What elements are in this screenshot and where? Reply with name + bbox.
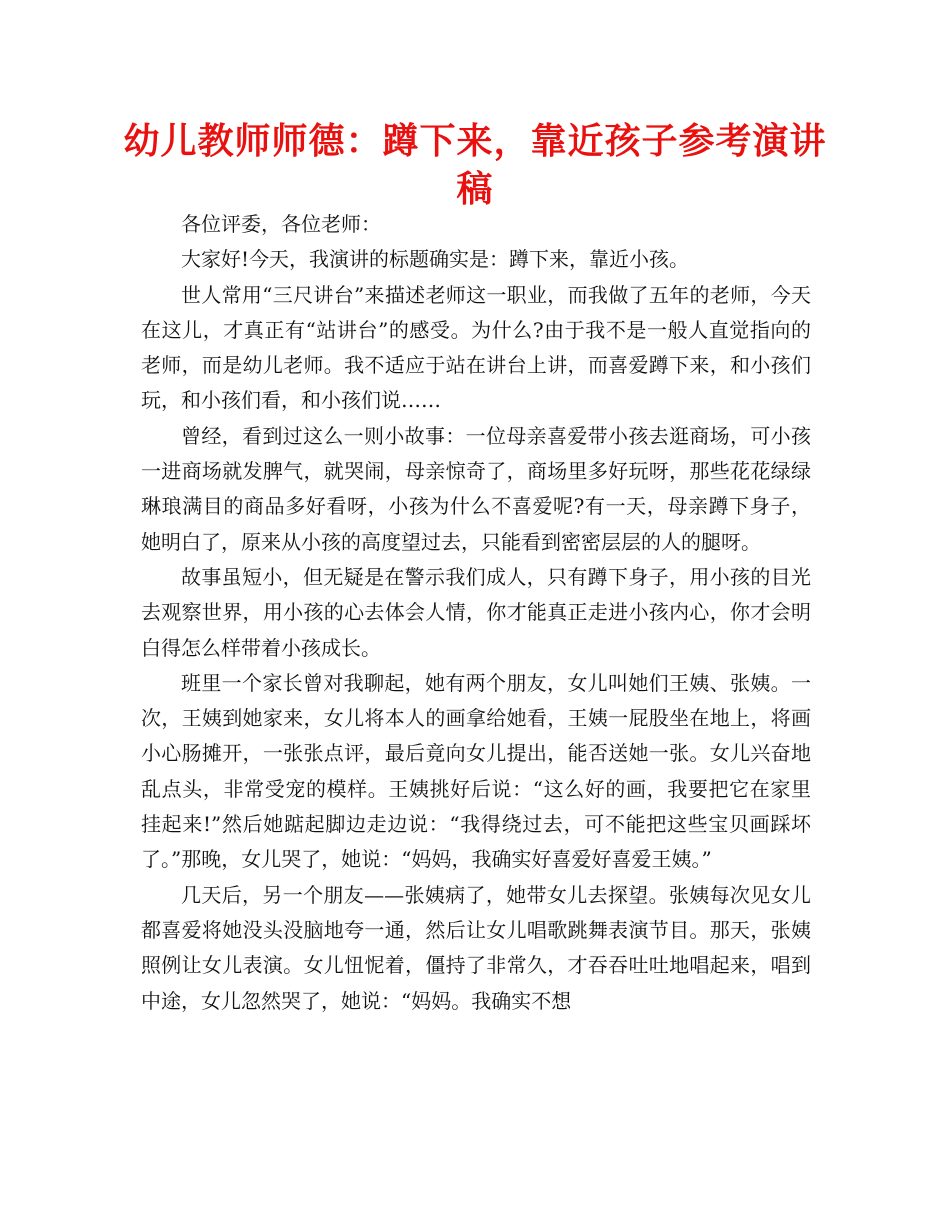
paragraph: 几天后，另一个朋友——张姨病了，她带女儿去探望。张姨每次见女儿都喜爱将她没头没脑地夸一通，然后让女儿唱歌跳舞表演节目。那天，张姨照例让女儿表演。女儿忸怩着，僵持了非常久，才吞吞吐吐地唱起来，唱到中途，女儿忽然哭了，她说：“妈妈。我确实不想 [141, 882, 811, 1013]
paragraph: 曾经，看到过这么一则小故事：一位母亲喜爱带小孩去逛商场，可小孩一进商场就发脾气，就哭闹，母亲惊奇了，商场里多好玩呀，那些花花绿绿琳琅满目的商品多好看呀，小孩为什么不喜爱呢?有一天，母亲蹲下身子，她明白了，原来从小孩的高度望过去，只能看到密密层层的人的腿呀。 [141, 423, 811, 554]
paragraph-intro: 大家好!今天，我演讲的标题确实是：蹲下来，靠近小孩。 [181, 247, 690, 272]
document-title: 幼儿教师师德：蹲下来，靠近孩子参考演讲稿 [123, 121, 827, 210]
paragraph-greeting: 各位评委，各位老师： [181, 212, 381, 236]
paragraph: 班里一个家长曾对我聊起，她有两个朋友，女儿叫她们王姨、张姨。一次，王姨到她家来，女儿将本人的画拿给她看，王姨一屁股坐在地上，将画小心肠摊开，一张张点评，最后竟向女儿提出，能否送她一张。女儿兴奋地乱点头，非常受宠的模样。王姨挑好后说：“这么好的画，我要把它在家里挂起来!”然后她踮起脚边走边说：“我得绕过去，可不能把这些宝贝画踩坏了。”那晚，女儿哭了，她说：“妈妈，我确实好喜爱好喜爱王姨。” [141, 670, 811, 872]
paragraph: 故事虽短小，但无疑是在警示我们成人，只有蹲下身子，用小孩的目光去观察世界，用小孩的心去体会人情，你才能真正走进小孩内心，你才会明白得怎么样带着小孩成长。 [141, 564, 811, 660]
document-body [141, 207, 811, 1019]
paragraph: 世人常用“三尺讲台”来描述老师这一职业，而我做了五年的老师，今天在这儿，才真正有“站讲台”的感受。为什么?由于我不是一般人直觉指向的老师，而是幼儿老师。我不适应于站在讲台上讲，而喜爱蹲下来，和小孩们玩，和小孩们看，和小孩们说…… [141, 282, 811, 413]
